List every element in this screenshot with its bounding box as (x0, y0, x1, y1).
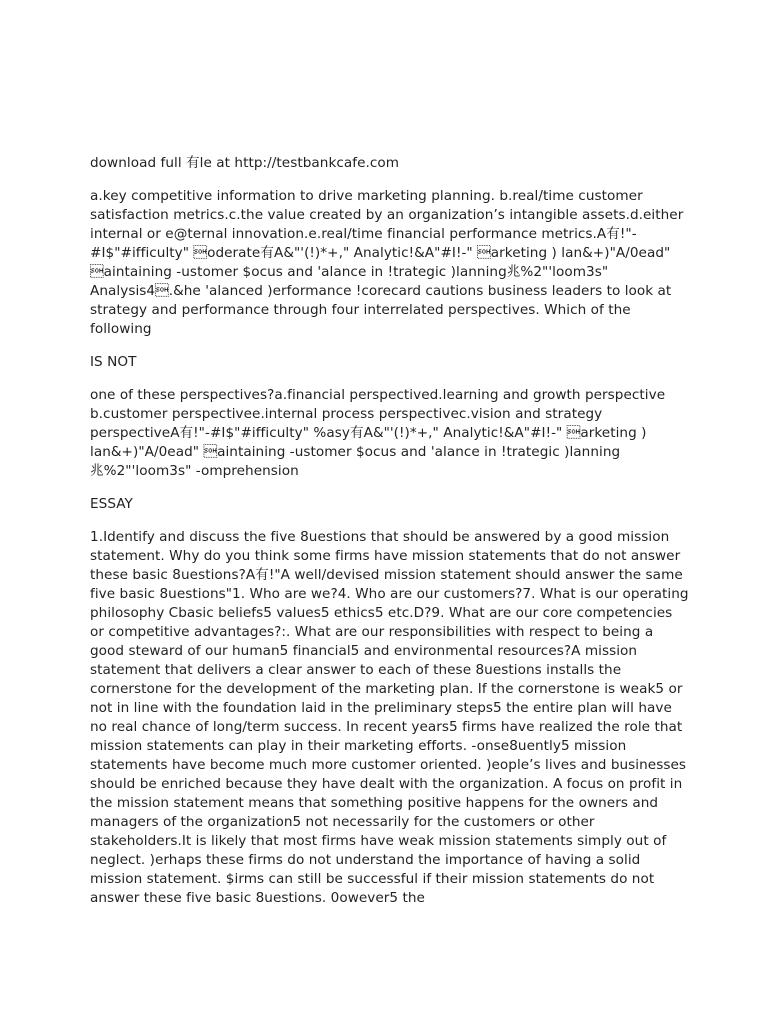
document-page (90, 154, 690, 922)
section-heading-essay: ESSAY (90, 496, 133, 512)
download-line: download full 有le at http://testbankcafe.com (90, 155, 400, 171)
paragraph-essay-answer: 1.Identify and discuss the five 8uestions that should be answered by a good mission statement. Why do you think some firms have mission statements that do not answer these basic 8uestions?A有!"A well/devised mission statement should answer the same five basic 8uestions"1. Who are we?4. Who are our customers?7. What is our operating philosophy Cbasic beliefs5 values5 ethics5 etc.D?9. What are our core competencies or competitive advantages?:. What are our responsibilities with respect to being a good steward of our human5 financial5 and environmental resources?A mission statement that delivers a clear answer to each of these 8uestions installs the cornerstone for the development of the marketing plan. If the cornerstone is weak5 or not in line with the foundation laid in the preliminary steps5 the entire plan will have no real chance of long/term success. In recent years5 firms have realized the role that mission statements can play in their marketing efforts. -onse8uently5 mission statements have become much more customer oriented. )eople’s lives and businesses should be enriched because they have dealt with the organization. A focus on profit in the mission statement means that something positive happens for the owners and managers of the organization5 not necessarily for the customers or other stakeholders.It is likely that most firms have weak mission statements simply out of neglect. )erhaps these firms do not understand the importance of having a solid mission statement. $irms can still be successful if their mission statements do not answer these five basic 8uestions. 0owever5 the (90, 529, 689, 906)
paragraph-perspectives: one of these perspectives?a.financial perspectived.learning and growth perspective b.customer perspectivee.internal process perspectivec.vision and strategy perspectiveA有!"-#I$"#ifficulty" %asy有A&"'(!)*+," Analytic!&A"#I!-" arketing ) lan&+)"A/0ead" aintaining -ustomer $ocus and 'alance in !trategic )lanning兆%2"'loom3s" -omprehension (90, 387, 666, 479)
paragraph-is-not: IS NOT (90, 354, 137, 370)
paragraph-question-options: a.key competitive information to drive marketing planning. b.real/time customer satisfaction metrics.c.the value created by an organization’s intangible assets.d.either internal or e@ternal innovation.e.real/time financial performance metrics.A有!"-#I$"#ifficulty" oderate有A&"'(!)*+," Analytic!&A"#I!-" arketing ) lan&+)"A/0ead" aintaining -ustomer $ocus and 'alance in !trategic )lanning兆%2"'loom3s" Analysis4.&he 'alanced )erformance !corecard cautions business leaders to look at strategy and performance through four interrelated perspectives. Which of the following (90, 188, 684, 337)
